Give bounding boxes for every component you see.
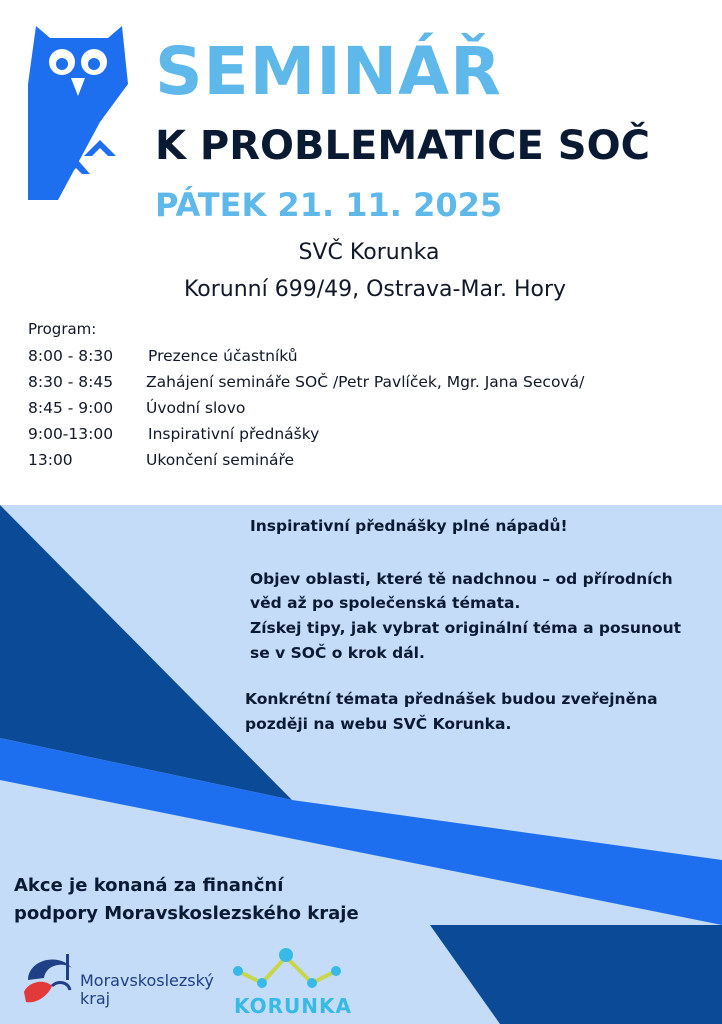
promo-line: se v SOČ o krok dál. (250, 644, 425, 662)
program-time: 8:45 - 9:00 (28, 399, 114, 417)
msk-logo-line: kraj (80, 989, 111, 1008)
korunka-logo-text: KORUNKA (234, 994, 352, 1018)
program-activity: Prezence účastníků (148, 347, 298, 365)
support-text (14, 872, 359, 928)
program-activity: Úvodní slovo (146, 399, 246, 417)
msk-logo-text (80, 972, 214, 1008)
seminar-subtitle: K PROBLEMATICE SOČ (155, 123, 650, 169)
moravskoslezsky-kraj-logo-icon (18, 950, 80, 1012)
program-time: 8:00 - 8:30 (28, 347, 114, 365)
venue-address: Korunní 699/49, Ostrava-Mar. Hory (183, 277, 567, 302)
promo-note: Konkrétní témata přednášek budou zveřejněna (245, 690, 658, 708)
program-activity: Inspirativní přednášky (148, 425, 320, 443)
seminar-title: SEMINÁŘ (155, 33, 502, 110)
program-activity: Ukončení semináře (146, 451, 295, 469)
program-time: 8:30 - 8:45 (28, 373, 114, 391)
event-date: PÁTEK 21. 11. 2025 (155, 186, 503, 224)
support-line: podpory Moravskoslezského kraje (14, 903, 359, 924)
promo-headline: Inspirativní přednášky plné nápadů! (250, 517, 568, 535)
korunka-crown-icon (232, 945, 342, 989)
promo-line: Získej tipy, jak vybrat originální téma a posunout (250, 619, 682, 637)
support-line: Akce je konaná za finanční (14, 875, 284, 896)
program-time: 13:00 (28, 451, 73, 469)
venue-name: SVČ Korunka (298, 240, 440, 265)
msk-logo-line: Moravskoslezský (80, 971, 214, 990)
program-activity: Zahájení semináře SOČ /Petr Pavlíček, Mgr. Jana Secová/ (146, 373, 585, 391)
program-time: 9:00-13:00 (28, 425, 114, 443)
promo-line: věd až po společenská témata. (250, 594, 521, 612)
owl-logo-icon (28, 24, 130, 200)
promo-note: později na webu SVČ Korunka. (245, 715, 512, 733)
promo-line: Objev oblasti, které tě nadchnou – od přírodních (250, 570, 673, 588)
program-label: Program: (28, 320, 97, 338)
